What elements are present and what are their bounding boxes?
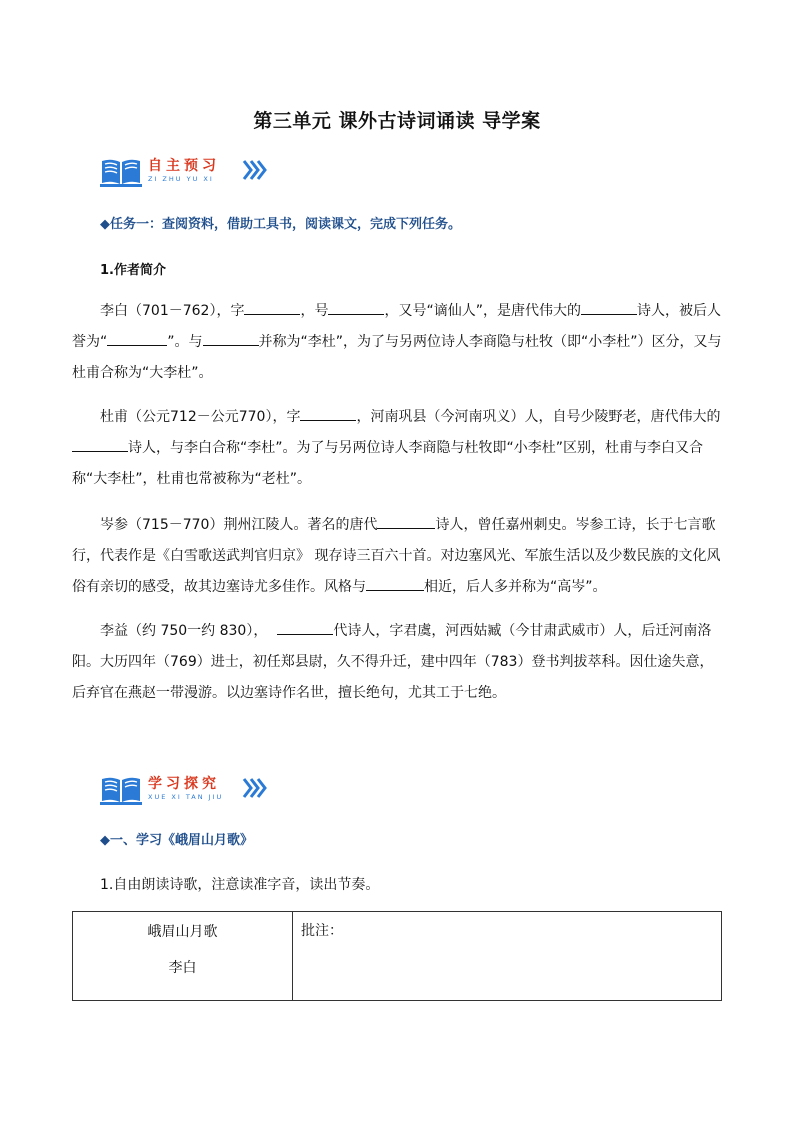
fill-blank[interactable] <box>107 331 167 346</box>
section-label: 自主预习 <box>148 158 220 174</box>
fill-blank[interactable] <box>366 576 424 591</box>
fill-blank[interactable] <box>277 620 333 635</box>
paragraph-libai: 李白（701－762），字 ，号 ，又号“谪仙人”，是唐代伟大的 诗人，被后人誉为“ ”。与 并称为“李杜”，为了与另两位诗人李商隐与杜牧（即“小李杜”）区分，又与杜甫合称为“大李杜”。 <box>72 296 722 389</box>
fill-blank[interactable] <box>328 300 384 315</box>
chevron-right-icon <box>242 157 268 183</box>
instruction-text: 1.自由朗读诗歌，注意读准字音，读出节奏。 <box>100 877 380 893</box>
section-pinyin: XUE XI TAN JIU <box>148 793 224 801</box>
poem-author: 李白 <box>168 960 197 976</box>
section-header-preview <box>100 155 340 189</box>
section-header-explore <box>100 773 340 807</box>
fill-blank[interactable] <box>72 437 128 452</box>
annotation-label: 批注： <box>301 923 343 939</box>
paragraph-cencan: 岑参（715－770）荆州江陵人。著名的唐代 诗人，曾任嘉州刺史。岑参工诗，长于七言歌行，代表作是《白雪歌送武判官归京》 现存诗三百六十首。对边塞风光、军旅生活以及少数民族的文化风俗有亲切的感受，故其边塞诗尤多佳作。风格与 相近，后人多并称为“高岑”。 <box>72 510 722 603</box>
book-icon <box>100 157 142 187</box>
paragraph-liyi: 李益（约 750一约 830）， 代诗人，字君虞，河西姑臧（今甘肃武威市）人，后迁河南洛阳。大历四年（769）进士，初任郑县尉，久不得升迁，建中四年（783）登书判拔萃科。因仕途失意，后弃官在燕赵一带漫游。以边塞诗作名世，擅长绝句，尤其工于七绝。 <box>72 616 722 709</box>
page-title: 第三单元 课外古诗词诵读 导学案 <box>253 110 541 132</box>
paragraph-dufu: 杜甫（公元712－公元770），字 ，河南巩县（今河南巩义）人，自号少陵野老，唐代伟大的诗人，与李白合称“李杜”。为了与另两位诗人李商隐与杜牧即“小李杜”区别，杜甫与李白又合称“大李杜”，杜甫也常被称为“老杜”。 <box>72 402 722 495</box>
fill-blank[interactable] <box>300 406 356 421</box>
poem-title: 峨眉山月歌 <box>147 924 218 940</box>
section-pinyin: ZI ZHU YU XI <box>148 175 214 183</box>
poem-table <box>72 911 722 1001</box>
subheading-author-intro: 1.作者简介 <box>100 263 166 278</box>
chevron-right-icon <box>242 775 268 801</box>
fill-blank[interactable] <box>244 300 300 315</box>
fill-blank[interactable] <box>377 514 435 529</box>
section-label: 学习探究 <box>148 776 220 792</box>
book-icon <box>100 775 142 805</box>
lesson-heading: ◆一、学习《峨眉山月歌》 <box>100 833 253 848</box>
annotation-cell[interactable] <box>293 912 722 1001</box>
fill-blank[interactable] <box>203 331 259 346</box>
task-heading: ◆任务一：查阅资料，借助工具书，阅读课文，完成下列任务。 <box>100 217 461 232</box>
fill-blank[interactable] <box>581 300 637 315</box>
poem-cell <box>73 912 293 1001</box>
